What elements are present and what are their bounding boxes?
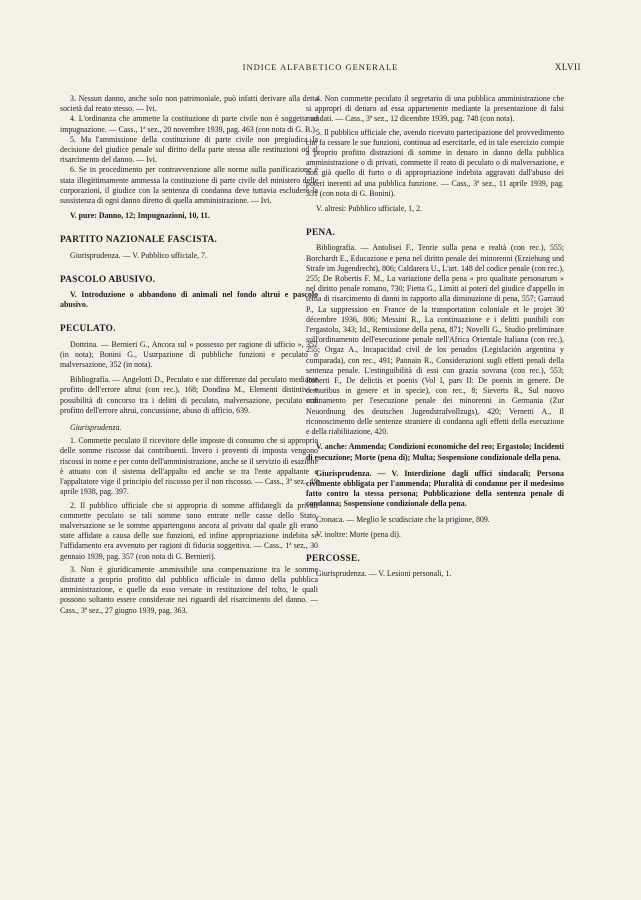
paragraph: 1. Commette peculato il ricevitore delle imposte di consumo che si appropria delle somme riscosse dai contribuenti. Invero i proventi di imposta vengono riscossi in nome e per conto dell'amministrazione, anche se il servizio di esazione è attuato con il sistema dell'appalto ed anche se tra l'ente appaltante e l'appaltatore vige il principio del riscosso per il non riscosso. — Cass., 3ª sez., 19 aprile 1938, pag. 397. (60, 436, 318, 497)
paragraph: 4. Non commette peculato il segretario di una pubblica amministrazione che si appropri di denaro ad essa appartenente mediante la presentazione di falsi mandati. — Cass., 3ª sez., 12 dicembre 1939, pag. 748 (con nota). (306, 94, 564, 124)
dottrina-entry: Dottrina. — Bernieri G., Ancora sul « possesso per ragione di ufficio », 357 (in nota); Bonini G., Usurpazione di pubbliche funzioni e peculato o malversazione, 352 (in nota). (60, 339, 318, 370)
paragraph: 4. L'ordinanza che ammette la costituzione di parte civile non è soggetta ad impugnazione. — Cass., 1ª sez., 20 novembre 1939, pag. 463 (con nota di G. B.). (60, 114, 318, 134)
running-header (60, 62, 581, 76)
cross-reference: V. anche: Ammenda; Condizioni economiche del reo; Ergastolo; Incidenti di esecuzione; Morte (pena di); Multa; Sospensione condizionale della pena. (306, 442, 564, 462)
left-column (60, 94, 318, 616)
paragraph: 3. Non è giuridicamente ammissibile una compensazione tra le somme distratte a proprio profitto dal pubblico ufficiale in danno della pubblica amministrazione, e quelle da esso versate in restituzione del tolto, le quali possono soltanto essere considerate nei riguardi del risarcimento del danno. — Cass., 3ª sez., 27 giugno 1939, pag. 363. (60, 564, 318, 615)
paragraph: 5. Ma l'ammissione della costituzione di parte civile non pregiudica la decisione del giudice penale sul diritto della parte stessa alle restituzioni od al risarcimento del danno. — Ivi. (60, 134, 318, 165)
section-heading-peculato: PECULATO. (60, 324, 116, 335)
cross-reference: V. Introduzione o abbandono di animali nel fondo altrui e pascolo abusivo. (60, 290, 318, 310)
cross-reference: Giurisprudenza. — V. Pubblico ufficiale, 7. (70, 250, 207, 260)
bibliografia-entry: Bibliografia. — Angelotti D., Peculato e sue differenze dal peculato mediante profitto dell'errore altrui (con rec.), 168; Dondina M., Elementi distintivi e possibilità di concorso tra i delitti di peculato, malversazione, peculato con profitto dell'errore altrui, concussione, abuso di ufficio, 639. (60, 375, 318, 415)
section-heading-pascolo: PASCOLO ABUSIVO. (60, 274, 156, 285)
paragraph: 3. Nessun danno, anche solo non patrimoniale, può infatti derivare alla detta società dal reato stesso. — Ivi. (60, 94, 318, 114)
section-heading-pena: PENA. (306, 228, 336, 239)
page-number: XLVII (554, 62, 581, 72)
section-heading-percosse: PERCOSSE. (306, 553, 361, 564)
cronaca-entry: Cronaca. — Meglio le scudisciate che la prigione, 809. (316, 514, 490, 524)
bibliografia-entry: Bibliografia. — Antolisei F., Teorie sulla pena e realtà (con rec.), 555; Borchardt E., Educazione e pena nel diritto penale dei minorenni (Erziehung und Strafe im Jugendrecht), 806; Caldarera U., L'art. 148 del codice penale (con rec.), 255; De Robertis F. M., La variazione della pena « pro qualitate personarum » nel diritto penale romano, 730; Fietta G., Limiti ai poteri del giudice d'appello in tema di risarcimento di danni in rapporto alla diminuzione di pena, 557; Garraud P., La suppression en France de la transportation coloniale et le projet 30 décembre 1936, 806; Messini R., La continuazione e i delitti punibili con l'ergastolo, 343; Id., Remissione della pena, 871; Novelli G., Studio preliminare sull'ordinamento dell'esecuzione penale nell'Africa Orientale Italiana (con rec.), 255; Orgaz A., Incapacidad civil de los penados (Legislación argentina y comparada), con rec., 491; Pannain R., Considerazioni sugli effetti penali della sentenza penale. L'estinguibilità di essi con grazia sovrana (con rec.), 553; Roberti F., De delictis et poenis (Vol I, pars II: De poenis in genere. De censuribus in genere et in specie), con rec., 8; Sieverts R., Sul nuovo ordinamento per l'esecuzione penale dei minorenni in Germania (Zur Neuordnung des deutschen Jugendstrafvollzugs), 420; Vernetti A., Il riconoscimento delle sentenze straniere di condanna agli effetti della esecuzione e della riabilitazione, 420. (306, 243, 564, 437)
paragraph: 5. Il pubblico ufficiale che, avendo ricevuto partecipazione del provvedimento che fa cessare le sue funzioni, continua ad esercitarle, ed in tale esercizio compie a proprio profitto distrazioni di somme in denaro in danno della pubblica amministrazione o di privati, commette il reato di peculato o di malversazione, e non già quello di furto o di appropriazione indebita aggravati dall'abuso dei poteri inerenti ad una pubblica funzione. — Cass., 3ª sez., 11 aprile 1939, pag. 351 (con nota di G. Bonini). (306, 127, 564, 198)
paragraph: 6. Se in procedimento per contravvenzione alle norme sulla panificazione è stata illegittimamente ammessa la costituzione di parte civile del ministero delle corporazioni, il giudice con la sentenza di condanna deve tuttavia escludere la sussistenza di ogni danno diretto di quella amministrazione. — Ivi. (60, 165, 318, 206)
section-heading-partito: PARTITO NAZIONALE FASCISTA. (60, 235, 218, 246)
giurisprudenza-entry: Giurisprudenza. — V. Interdizione dagli uffici sindacali; Persona civilmente obbligata per l'ammenda; Pluralità di condanne per il medesimo fatto contro la stessa persona; Pubblicazione della sentenza penale di condanna; Sospensione condizionale della pena. (306, 468, 564, 509)
right-column (306, 94, 564, 579)
paragraph: 2. Il pubblico ufficiale che si appropria di somme affidategli da privati commette peculato se tali somme sono entrate nelle casse dello Stato, malversazione se le somme appartengono ancora al privato dal quale gli erano state affidate a causa delle sue funzioni, ed infine appropriazione indebita se l'affidamento era avvenuto per ragioni di fiducia soggettiva. — Cass., 1ª sez., 30 gennaio 1939, pag. 357 (con nota di G. Bernieri). (60, 500, 318, 561)
cross-reference: Giurisprudenza. — V. Lesioni personali, 1. (316, 569, 452, 579)
header-title: INDICE ALFABETICO GENERALE (242, 62, 399, 72)
cross-reference: V. pure: Danno, 12; Impugnazioni, 10, 11. (70, 211, 210, 221)
giurisprudenza-heading: Giurisprudenza. (70, 423, 122, 433)
cross-reference: V. inoltre: Morte (pena di). (316, 529, 401, 539)
cross-reference: V. altresì: Pubblico ufficiale, 1, 2. (316, 204, 422, 214)
